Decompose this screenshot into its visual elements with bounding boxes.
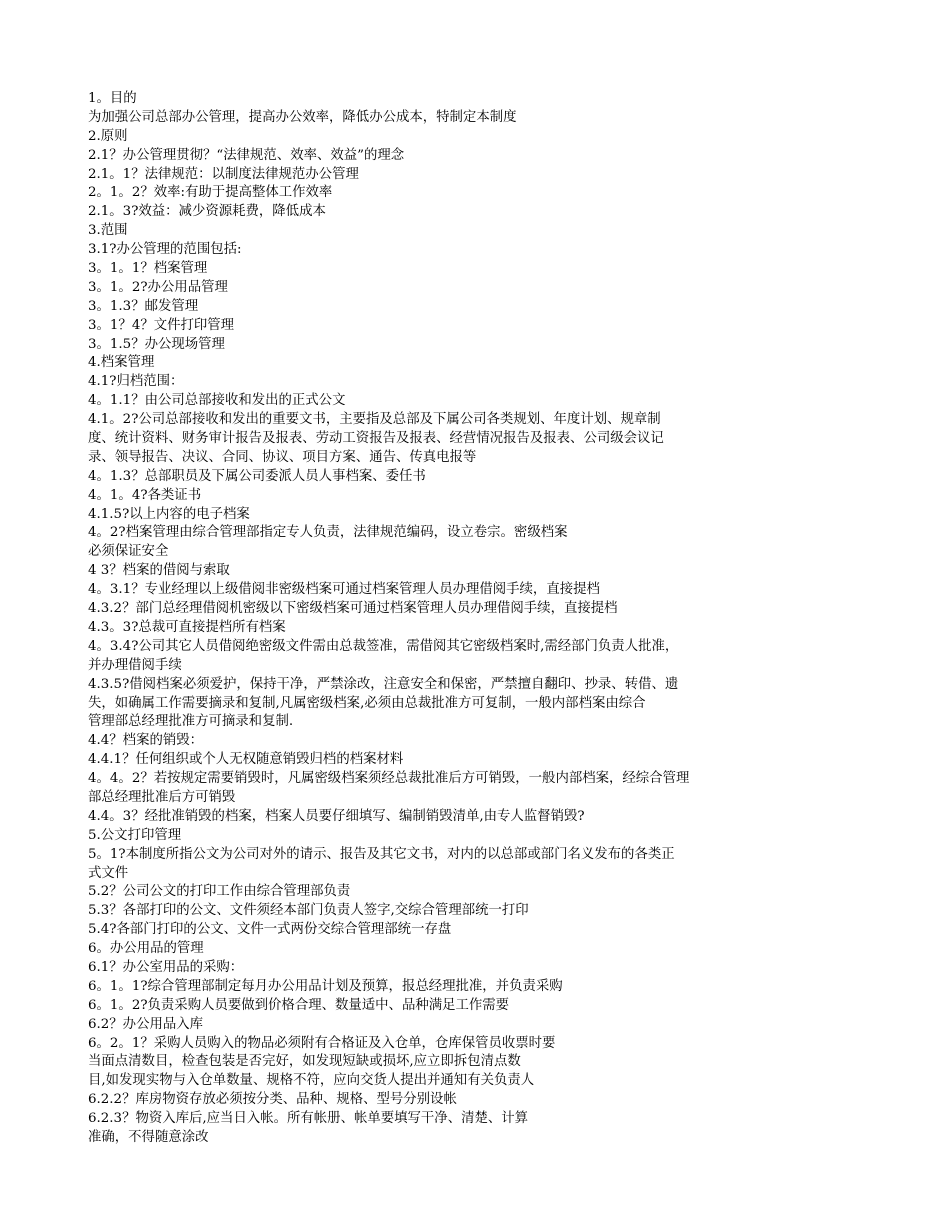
text-line: 4.1?归档范围： bbox=[88, 374, 184, 390]
text-line: 5。1?本制度所指公文为公司对外的请示、报告及其它文书，对内的以总部或部门名义发布的各类正 bbox=[88, 846, 675, 862]
text-line: 3.范围 bbox=[88, 223, 128, 239]
text-line: 3。1。1？档案管理 bbox=[88, 261, 208, 277]
text-line: 为加强公司总部办公管理，提高办公效率，降低办公成本，特制定本制度 bbox=[88, 109, 517, 125]
text-line: 6.2？办公用品入库 bbox=[88, 1016, 204, 1032]
text-line: 1。目的 bbox=[88, 91, 137, 106]
text-line: 4。3.1？专业经理以上级借阅非密级档案可通过档案管理人员办理借阅手续，直接提档 bbox=[88, 582, 600, 598]
text-line: 4.4。3？经批准销毁的档案，档案人员要仔细填写、编制销毁清单,由专人监督销毁? bbox=[88, 808, 585, 824]
text-line: 3。1.5？办公现场管理 bbox=[88, 336, 225, 352]
text-line: 2.原则 bbox=[88, 128, 128, 144]
text-line: 6。1。2?负责采购人员要做到价格合理、数量适中、品种满足工作需要 bbox=[88, 997, 510, 1013]
text-line: 4 3？档案的借阅与索取 bbox=[88, 563, 230, 579]
text-line: 式文件 bbox=[88, 865, 129, 881]
text-line: 4。2?档案管理由综合管理部指定专人负责，法律规范编码，设立卷宗。密级档案 bbox=[88, 525, 568, 541]
text-line: 4.4.1？任何组织或个人无权随意销毁归档的档案材料 bbox=[88, 752, 404, 768]
document-body bbox=[88, 90, 818, 1148]
text-line: 2.1？办公管理贯彻？“法律规范、效率、效益”的理念 bbox=[88, 147, 405, 163]
text-line: 5.3？各部打印的公文、文件须经本部门负责人签字,交综合管理部统一打印 bbox=[88, 903, 529, 919]
text-line: 6。1。1?综合管理部制定每月办公用品计划及预算，报总经理批准，并负责采购 bbox=[88, 978, 563, 994]
text-line: 5.公文打印管理 bbox=[88, 827, 182, 843]
text-line: 部总经理批准后方可销毁 bbox=[88, 789, 236, 805]
text-line: 当面点清数目，检查包装是否完好，如发现短缺或损坏,应立即拆包清点数 bbox=[88, 1054, 521, 1070]
text-line: 3。1.3？邮发管理 bbox=[88, 298, 199, 314]
text-line: 4.3。3?总裁可直接提档所有档案 bbox=[88, 619, 286, 635]
text-line: 度、统计资料、财务审计报告及报表、劳动工资报告及报表、经营情况报告及报表、公司级会议记 bbox=[88, 431, 664, 447]
text-line: 3.1?办公管理的范围包括: bbox=[88, 242, 242, 258]
text-line: 2.1。3?效益：减少资源耗费，降低成本 bbox=[88, 204, 326, 220]
text-line: 2.1。1？法律规范：以制度法律规范办公管理 bbox=[88, 166, 359, 182]
text-line: 2。1。2？效率:有助于提高整体工作效率 bbox=[88, 185, 333, 201]
text-line: 并办理借阅手续 bbox=[88, 657, 182, 673]
text-line: 准确，不得随意涂改 bbox=[88, 1129, 209, 1145]
text-line: 3。1？4？文件打印管理 bbox=[88, 317, 235, 333]
text-line: 4.1.5?以上内容的电子档案 bbox=[88, 506, 250, 522]
text-line: 6。2。1？采购人员购入的物品必须附有合格证及入仓单，仓库保管员收票时要 bbox=[88, 1035, 556, 1051]
text-line: 4。1。4?各类证书 bbox=[88, 487, 202, 503]
text-line: 5.4?各部门打印的公文、文件一式两份交综合管理部统一存盘 bbox=[88, 922, 452, 938]
text-line: 4.4？档案的销毁： bbox=[88, 733, 204, 749]
text-line: 3。1。2?办公用品管理 bbox=[88, 279, 228, 295]
text-line: 6。办公用品的管理 bbox=[88, 941, 204, 957]
text-line: 4.3.5?借阅档案必须爱护，保持干净，严禁涂改，注意安全和保密，严禁擅自翻印、抄录、转借、遗 bbox=[88, 676, 679, 692]
text-line: 管理部总经理批准方可摘录和复制. bbox=[88, 714, 294, 730]
text-line: 4。1.1？由公司总部接收和发出的正式公文 bbox=[88, 393, 346, 409]
text-line: 4。1.3？总部职员及下属公司委派人员人事档案、委任书 bbox=[88, 468, 426, 484]
text-line: 6.1？办公室用品的采购： bbox=[88, 959, 244, 975]
text-line: 4.1。2?公司总部接收和发出的重要文书，主要指及总部及下属公司各类规划、年度计划、规章制 bbox=[88, 412, 661, 428]
text-line: 6.2.3？物资入库后,应当日入帐。所有帐册、帐单要填写干净、清楚、计算 bbox=[88, 1111, 529, 1127]
text-line: 5.2？公司公文的打印工作由综合管理部负责 bbox=[88, 884, 351, 900]
text-line: 6.2.2？库房物资存放必须按分类、品种、规格、型号分别设帐 bbox=[88, 1092, 457, 1108]
text-line: 4.档案管理 bbox=[88, 355, 155, 371]
text-line: 录、领导报告、决议、合同、协议、项目方案、通告、传真电报等 bbox=[88, 449, 477, 465]
text-line: 失，如确属工作需要摘录和复制,凡属密级档案,必须由总裁批准方可复制，一般内部档案由综合 bbox=[88, 695, 646, 711]
text-line: 必须保证安全 bbox=[88, 544, 169, 560]
text-line: 4.3.2？部门总经理借阅机密级以下密级档案可通过档案管理人员办理借阅手续，直接提档 bbox=[88, 601, 618, 617]
text-line: 目,如发现实物与入仓单数量、规格不符，应向交货人提出并通知有关负责人 bbox=[88, 1073, 535, 1089]
text-line: 4。4。2？若按规定需要销毁时，凡属密级档案须经总裁批准后方可销毁，一般内部档案，经综合管理 bbox=[88, 771, 690, 787]
text-line: 4。3.4?公司其它人员借阅绝密级文件需由总裁签准，需借阅其它密级档案时,需经部门负责人批准， bbox=[88, 638, 679, 654]
